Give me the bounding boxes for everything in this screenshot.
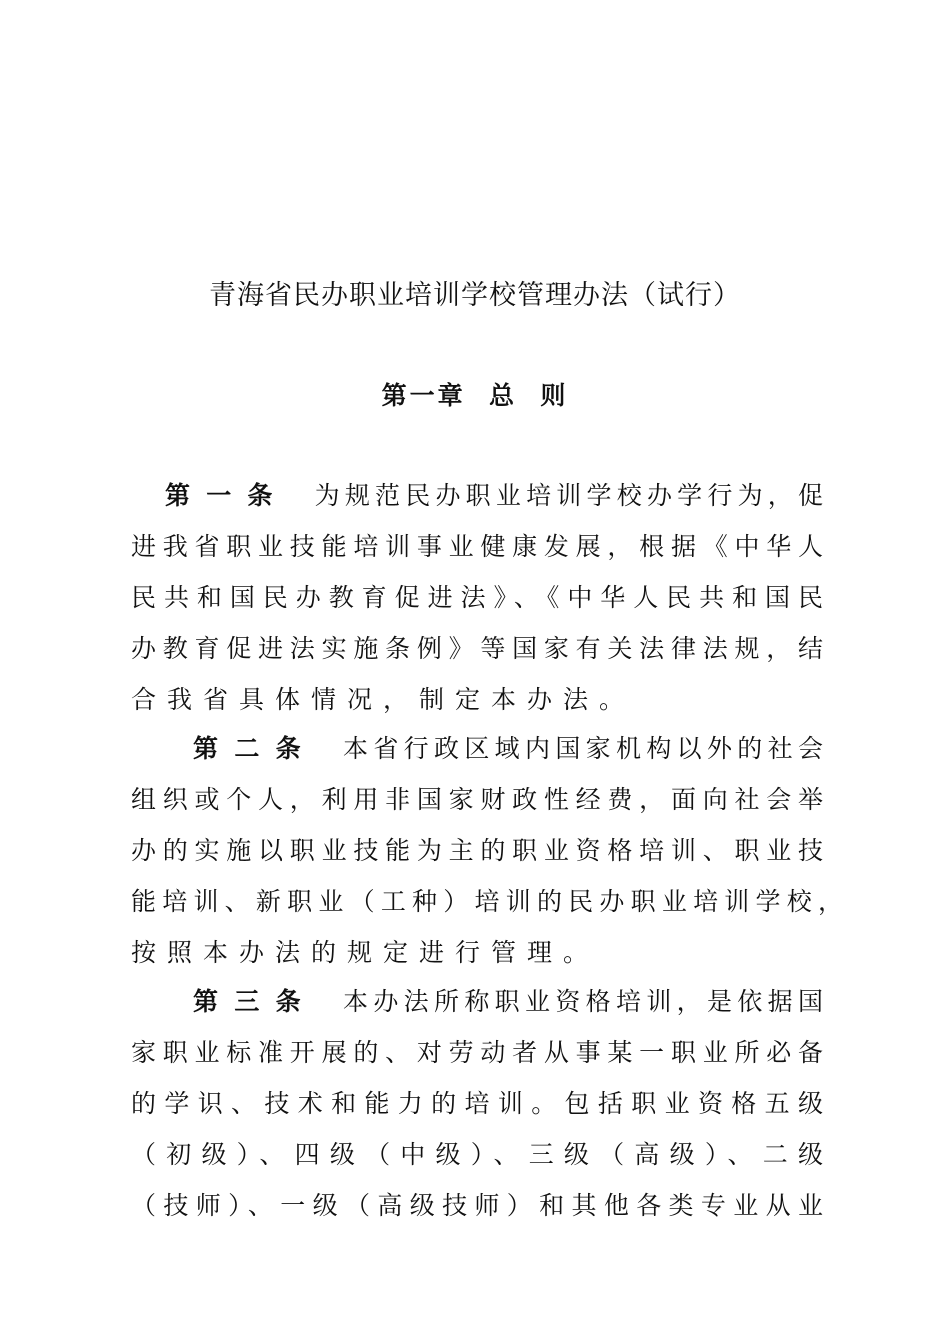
article-1-line-5: 合我省具体情况，制定本办法。 [131, 685, 636, 714]
article-3-line-3: 的学识、技术和能力的培训。包括职业资格五级 [131, 1089, 823, 1118]
document-title: 青海省民办职业培训学校管理办法（试行） [209, 280, 741, 311]
article-3-line-2: 家职业标准开展的、对劳动者从事某一职业所必备 [131, 1038, 823, 1067]
article-1-line-1 [165, 478, 823, 514]
article-2-text-1: 本省行政区域内国家机构以外的社会 [343, 734, 823, 763]
article-2-label: 第二条 [193, 734, 317, 763]
article-3-line-5: （技师）、一级（高级技师）和其他各类专业从业 [131, 1191, 823, 1220]
article-3-text-1: 本办法所称职业资格培训，是依据国 [343, 987, 823, 1016]
article-2-line-1 [193, 731, 823, 767]
article-2-line-2: 组织或个人，利用非国家财政性经费，面向社会举 [131, 785, 823, 814]
article-1-label: 第一条 [165, 481, 289, 510]
article-1-text-1: 为规范民办职业培训学校办学行为，促 [314, 481, 823, 510]
article-3-label: 第三条 [193, 987, 317, 1016]
article-2-line-3: 办的实施以职业技能为主的职业资格培训、职业技 [131, 836, 823, 865]
chapter-heading: 第一章 总 则 [381, 381, 569, 410]
article-1-line-2: 进我省职业技能培训事业健康发展，根据《中华人 [131, 532, 823, 561]
article-2-line-4: 能培训、新职业（工种）培训的民办职业培训学校， [131, 887, 843, 916]
article-1-line-4: 办教育促进法实施条例》等国家有关法律法规，结 [131, 634, 823, 663]
article-2-line-5: 按照本办法的规定进行管理。 [131, 938, 600, 967]
article-1-line-3: 民共和国民办教育促进法》、《中华人民共和国民 [131, 583, 823, 612]
article-3-line-4: （初级）、四级（中级）、三级（高级）、二级 [131, 1140, 823, 1169]
article-3-line-1 [193, 984, 823, 1020]
